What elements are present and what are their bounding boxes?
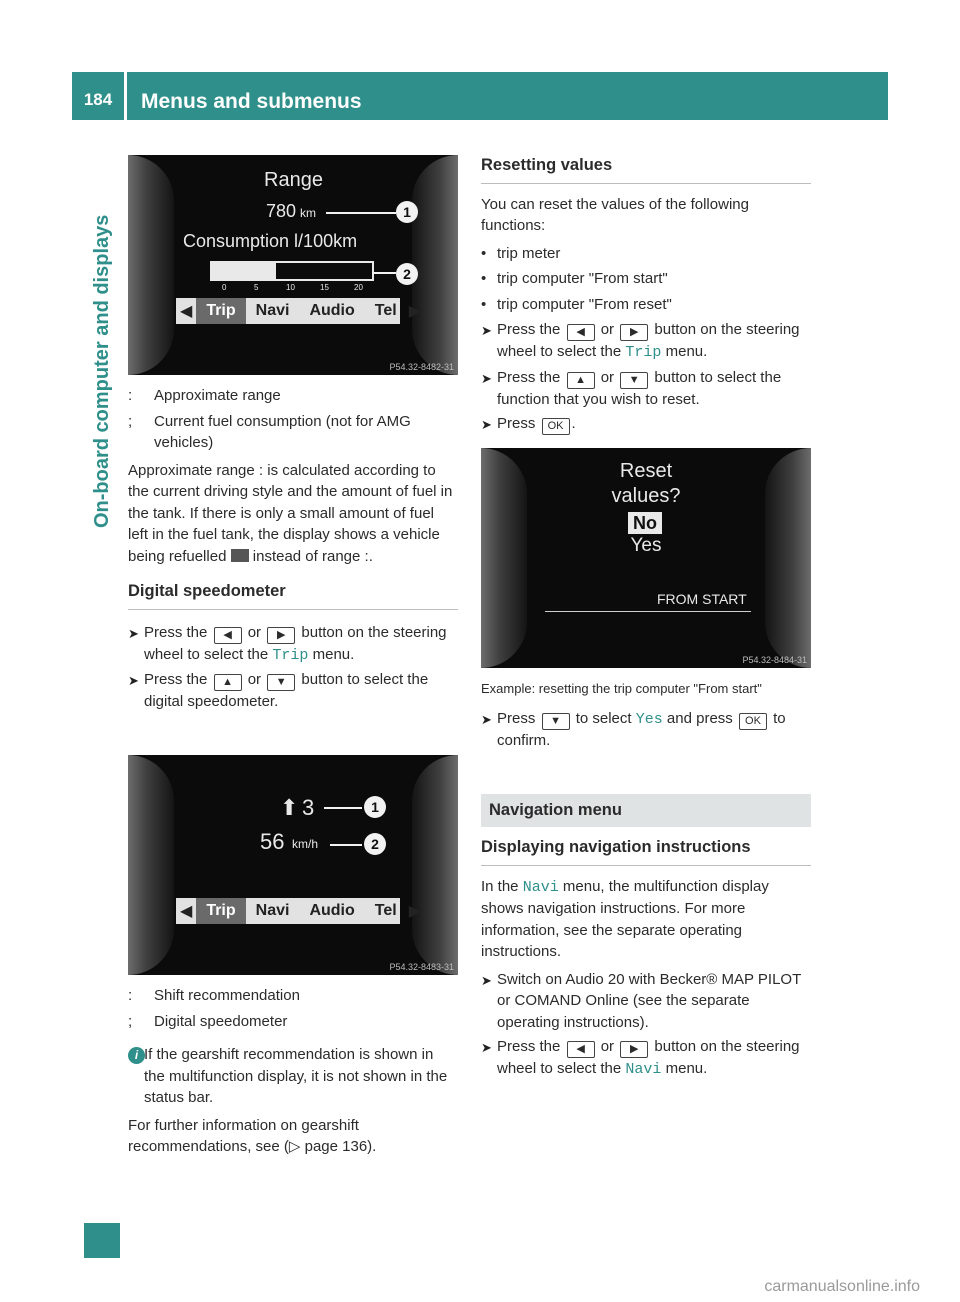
divider [545, 611, 751, 612]
page-title: Menus and submenus [141, 90, 362, 113]
speedometer-display-image [128, 755, 458, 975]
yes-option: Yes [630, 535, 662, 556]
right-text-bottom [481, 678, 811, 1081]
left-text-top [128, 385, 458, 713]
page-number: 184 [83, 90, 113, 109]
speed-value: 56 [260, 829, 285, 854]
section-bar: Navigation menu [481, 794, 811, 828]
consumption-bar [210, 261, 374, 281]
side-tab-label: On-board computer and displays [91, 214, 113, 528]
menu-navi: Navi [255, 902, 290, 919]
section-heading: Digital speedometer [128, 581, 458, 610]
list-item: • trip computer "From start" [481, 270, 668, 287]
gear-arrow-icon: ⬆ [280, 795, 299, 820]
refuel-icon [231, 549, 249, 562]
callout-1: 1 [364, 796, 386, 818]
speed-unit: km/h [292, 837, 319, 851]
consumption-label: Consumption l/100km [183, 231, 358, 251]
side-tab-marker [84, 1223, 120, 1258]
menu-trip: Trip [196, 298, 245, 324]
range-unit: km [300, 206, 316, 220]
menu-audio: Audio [309, 302, 355, 319]
gear-recommendation: 3 [302, 795, 315, 820]
instruction-step: ➤ Press the ◀ or ▶ button on the steering wheel to select the Trip menu. [481, 321, 800, 361]
menu-audio: Audio [309, 902, 355, 919]
paragraph: For further information on gearshift recommendations, see (▷ page 136). [128, 1116, 377, 1155]
figure-caption: Example: resetting the trip computer "From start" [481, 681, 762, 696]
legend-item: ; Current fuel consumption (not for AMG vehicles) [128, 412, 411, 451]
chevron-left-icon: ◀ [180, 303, 193, 320]
section-heading: Resetting values [481, 155, 811, 184]
range-title: Range [264, 169, 323, 191]
range-display-image [128, 155, 458, 375]
legend-item: ; Digital speedometer [128, 1012, 288, 1030]
reset-line1: Reset [619, 460, 673, 482]
menu-navi: Navi [255, 302, 290, 319]
range-value: 780 [266, 201, 297, 221]
paragraph: You can reset the values of the following functions: [481, 195, 749, 234]
instruction-step: ➤ Press ▼ to select Yes and press OK to confirm. [481, 709, 786, 749]
instruction-step: ➤ Press the ▲ or ▼ button to select the digital speedometer. [128, 671, 429, 710]
photo-code: P54.32-8484-31 [742, 655, 807, 665]
photo-code: P54.32-8483-31 [389, 962, 454, 972]
legend-item: : Approximate range [128, 387, 281, 404]
menu-bar [176, 298, 422, 324]
no-option: No [628, 512, 662, 534]
reset-line2: values? [611, 485, 681, 507]
legend-item: : Shift recommendation [128, 987, 300, 1004]
info-note: i If the gearshift recommendation is shown in the multifunction display, it is not shown in the status bar. [128, 1044, 458, 1109]
scale-20: 20 [354, 283, 363, 292]
instruction-step: ➤ Switch on Audio 20 with Becker® MAP PILOT or COMAND Online (see the separate operating instructions). [481, 970, 801, 1031]
reset-footer: FROM START [657, 591, 747, 607]
consumption-bar-fill [212, 263, 276, 279]
paragraph: Approximate range : is calculated according to the current driving style and the amount of fuel in the tank. If there is only a small amount of fuel left in the fuel tank, the display shows a vehicle being refuelled instead of range :. [128, 461, 453, 565]
chevron-right-icon: ▶ [408, 903, 422, 920]
right-text-top [481, 155, 811, 436]
scale-5: 5 [254, 283, 259, 292]
list-item: • trip meter [481, 244, 561, 262]
side-tab [84, 128, 120, 1258]
section-heading: Displaying navigation instructions [481, 837, 811, 866]
menu-tel: Tel [374, 302, 397, 319]
list-item: • trip computer "From reset" [481, 295, 672, 313]
scale-10: 10 [286, 283, 295, 292]
left-text-bottom [128, 985, 458, 1158]
chevron-left-icon: ◀ [180, 903, 193, 920]
scale-0: 0 [222, 283, 227, 292]
scale-15: 15 [320, 283, 329, 292]
chevron-right-icon: ▶ [408, 303, 422, 320]
instruction-step: ➤ Press the ◀ or ▶ button on the steering wheel to select the Navi menu. [481, 1038, 800, 1078]
info-icon: i [128, 1047, 145, 1064]
header-divider [124, 72, 127, 120]
photo-code: P54.32-8482-31 [389, 362, 454, 372]
callout-1: 1 [396, 201, 418, 223]
callout-2: 2 [364, 833, 386, 855]
instruction-step: ➤ Press the ▲ or ▼ button to select the function that you wish to reset. [481, 368, 782, 408]
menu-bar [176, 898, 422, 924]
reset-display-image [481, 448, 811, 668]
watermark: carmanualsonline.info [764, 1278, 920, 1295]
callout-2: 2 [396, 263, 418, 285]
menu-trip: Trip [196, 898, 245, 924]
instruction-step: ➤ Press OK . [481, 413, 811, 436]
menu-tel: Tel [374, 902, 397, 919]
paragraph: In the Navi menu, the multifunction display shows navigation instructions. For more information, see the separate operating instructions. [481, 877, 769, 960]
instruction-step: ➤ Press the ◀ or ▶ button on the steering wheel to select the Trip menu. [128, 623, 447, 664]
